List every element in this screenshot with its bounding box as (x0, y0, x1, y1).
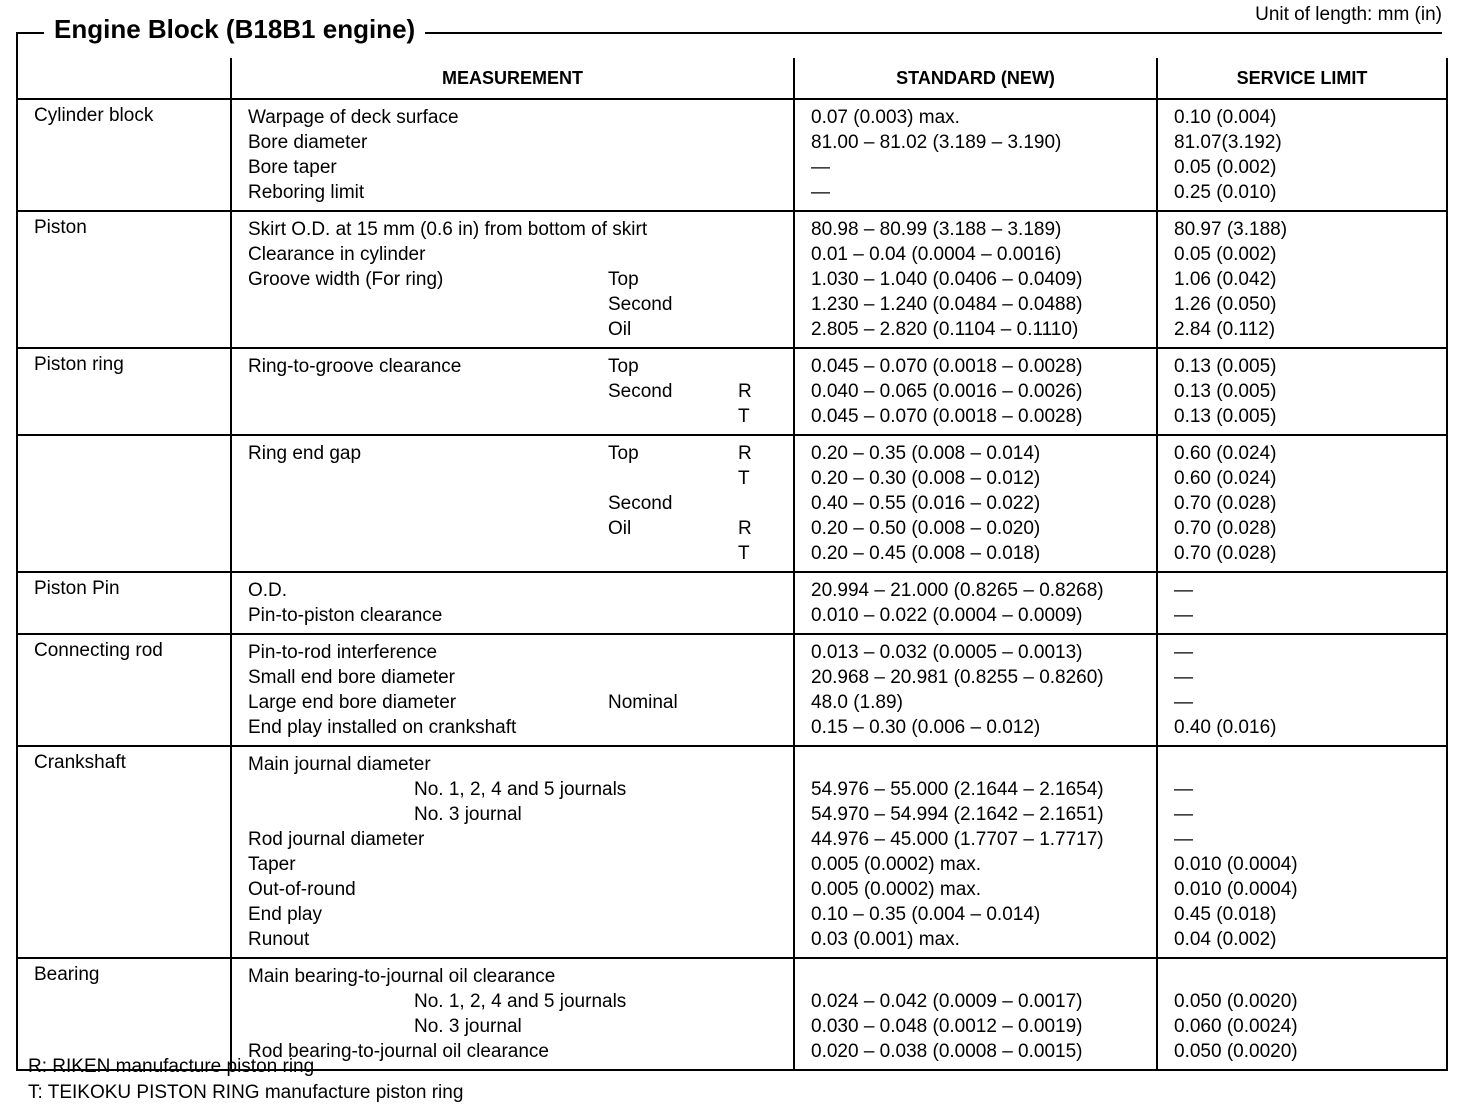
standard-value: 0.020 – 0.038 (0.0008 – 0.0015) (811, 1041, 1083, 1062)
measurement-subitem: No. 1, 2, 4 and 5 journals (414, 779, 627, 800)
service-limit-value: 0.25 (0.010) (1174, 182, 1277, 203)
service-limit-value: 0.050 (0.0020) (1174, 991, 1298, 1012)
measurement-line (248, 404, 793, 429)
service-limit-value: 1.06 (0.042) (1174, 269, 1277, 290)
ring-maker-code: T (738, 468, 750, 489)
measurement-label: Warpage of deck surface (248, 107, 459, 128)
measurement-qualifier: Oil (608, 518, 632, 539)
measurement-label: Rod bearing-to-journal oil clearance (248, 1041, 550, 1062)
measurement-line (248, 715, 793, 740)
standard-cell (794, 435, 1157, 572)
measurement-subitem: No. 3 journal (414, 804, 522, 825)
measurement-line (248, 317, 793, 342)
standard-value: 2.805 – 2.820 (0.1104 – 0.1110) (811, 319, 1079, 340)
service-limit-cell (1157, 746, 1447, 958)
measurement-line (248, 105, 793, 130)
measurement-label: O.D. (248, 580, 288, 601)
measurement-subitem: No. 1, 2, 4 and 5 journals (414, 991, 627, 1012)
service-limit-value: 0.70 (0.028) (1174, 543, 1277, 564)
measurement-line (248, 180, 793, 205)
measurement-line (248, 690, 793, 715)
measurement-label: Large end bore diameter (248, 692, 457, 713)
service-limit-cell (1157, 211, 1447, 348)
measurement-qualifier: Oil (608, 319, 632, 340)
standard-value: 44.976 – 45.000 (1.7707 – 1.7717) (811, 829, 1104, 850)
measurement-line (248, 578, 793, 603)
measurement-label: Pin-to-piston clearance (248, 605, 443, 626)
measurement-line (248, 155, 793, 180)
standard-value: 0.024 – 0.042 (0.0009 – 0.0017) (811, 991, 1083, 1012)
header-measurement: MEASUREMENT (231, 58, 794, 99)
measurement-line (248, 964, 793, 989)
measurement-qualifier: Second (608, 294, 673, 315)
service-limit-cell (1157, 435, 1447, 572)
service-limit-cell (1157, 634, 1447, 746)
measurement-label: Runout (248, 929, 310, 950)
standard-cell (794, 211, 1157, 348)
measurement-qualifier: Second (608, 493, 673, 514)
measurement-line (248, 877, 793, 902)
service-limit-value: 0.04 (0.002) (1174, 929, 1277, 950)
measurement-label: Ring end gap (248, 443, 362, 464)
measurement-line (248, 267, 793, 292)
ring-maker-code: T (738, 406, 750, 427)
table-row (17, 746, 1447, 958)
measurement-label: Ring-to-groove clearance (248, 356, 462, 377)
component-cell: Crankshaft (17, 746, 231, 958)
measurement-label: Pin-to-rod interference (248, 642, 438, 663)
standard-value: 0.40 – 0.55 (0.016 – 0.022) (811, 493, 1041, 514)
service-limit-value: 80.97 (3.188) (1174, 219, 1288, 240)
table-row (17, 211, 1447, 348)
standard-value: 1.230 – 1.240 (0.0484 – 0.0488) (811, 294, 1083, 315)
component-cell: Piston (17, 211, 231, 348)
standard-value (811, 964, 1156, 989)
standard-value: 0.010 – 0.022 (0.0004 – 0.0009) (811, 605, 1083, 626)
standard-value: 48.0 (1.89) (811, 692, 903, 713)
measurement-label: Bore diameter (248, 132, 368, 153)
standard-cell (794, 572, 1157, 634)
service-limit-value (1174, 752, 1446, 777)
component-cell (17, 435, 231, 572)
standard-cell (794, 958, 1157, 1070)
service-limit-value: — (1174, 667, 1193, 688)
measurement-line (248, 665, 793, 690)
standard-value: 0.013 – 0.032 (0.0005 – 0.0013) (811, 642, 1083, 663)
service-limit-value: 0.010 (0.0004) (1174, 879, 1298, 900)
measurement-label: Small end bore diameter (248, 667, 455, 688)
measurement-line (248, 516, 793, 541)
table-row (17, 348, 1447, 435)
service-limit-cell (1157, 572, 1447, 634)
measurement-line (248, 491, 793, 516)
standard-value: 54.970 – 54.994 (2.1642 – 2.1651) (811, 804, 1104, 825)
measurement-label: Bore taper (248, 157, 337, 178)
measurement-cell (231, 435, 794, 572)
component-cell: Piston Pin (17, 572, 231, 634)
measurement-line (248, 242, 793, 267)
measurement-cell (231, 348, 794, 435)
service-limit-value: 0.060 (0.0024) (1174, 1016, 1298, 1037)
measurement-line (248, 603, 793, 628)
table-row (17, 99, 1447, 211)
standard-cell (794, 746, 1157, 958)
standard-cell (794, 634, 1157, 746)
ring-maker-code: R (738, 381, 752, 402)
standard-cell (794, 348, 1157, 435)
standard-value: — (811, 182, 830, 203)
measurement-cell (231, 211, 794, 348)
service-limit-cell (1157, 99, 1447, 211)
table-row (17, 572, 1447, 634)
service-limit-value: — (1174, 804, 1193, 825)
measurement-qualifier: Top (608, 443, 639, 464)
measurement-line (248, 827, 793, 852)
measurement-line (248, 902, 793, 927)
service-limit-value: 0.010 (0.0004) (1174, 854, 1298, 875)
standard-value: 0.10 – 0.35 (0.004 – 0.014) (811, 904, 1041, 925)
standard-value: 1.030 – 1.040 (0.0406 – 0.0409) (811, 269, 1083, 290)
ring-maker-code: T (738, 543, 750, 564)
standard-value: 0.20 – 0.45 (0.008 – 0.018) (811, 543, 1041, 564)
unit-note: Unit of length: mm (in) (1255, 4, 1442, 25)
service-limit-value: — (1174, 580, 1193, 601)
standard-value: 0.005 (0.0002) max. (811, 879, 982, 900)
table-row (17, 435, 1447, 572)
component-cell: Bearing (17, 958, 231, 1070)
measurement-qualifier: Top (608, 269, 639, 290)
header-row (17, 58, 1447, 99)
standard-value: 0.01 – 0.04 (0.0004 – 0.0016) (811, 244, 1062, 265)
service-limit-value (1174, 964, 1446, 989)
service-limit-value: — (1174, 692, 1193, 713)
measurement-label: Clearance in cylinder (248, 244, 426, 265)
service-limit-value: 0.05 (0.002) (1174, 244, 1277, 265)
service-limit-value: 0.70 (0.028) (1174, 518, 1277, 539)
measurement-cell (231, 572, 794, 634)
spec-body (17, 99, 1447, 1070)
measurement-label: Main bearing-to-journal oil clearance (248, 966, 556, 987)
standard-value: — (811, 157, 830, 178)
service-limit-value: — (1174, 642, 1193, 663)
standard-value: 20.994 – 21.000 (0.8265 – 0.8268) (811, 580, 1104, 601)
measurement-line (248, 640, 793, 665)
measurement-line (248, 466, 793, 491)
measurement-line (248, 927, 793, 952)
standard-value: 0.15 – 0.30 (0.006 – 0.012) (811, 717, 1041, 738)
service-limit-value: 0.10 (0.004) (1174, 107, 1277, 128)
ring-maker-code: R (738, 443, 752, 464)
standard-value: 80.98 – 80.99 (3.188 – 3.189) (811, 219, 1062, 240)
measurement-qualifier: Nominal (608, 692, 678, 713)
ring-maker-code: R (738, 518, 752, 539)
service-limit-value: 0.45 (0.018) (1174, 904, 1277, 925)
component-cell: Connecting rod (17, 634, 231, 746)
header-service-limit: SERVICE LIMIT (1157, 58, 1447, 99)
service-limit-value: 81.07(3.192) (1174, 132, 1282, 153)
standard-value: 20.968 – 20.981 (0.8255 – 0.8260) (811, 667, 1104, 688)
measurement-label: Reboring limit (248, 182, 365, 203)
standard-value: 0.03 (0.001) max. (811, 929, 960, 950)
measurement-label: Skirt O.D. at 15 mm (0.6 in) from bottom of skirt (248, 219, 648, 240)
standard-value (811, 752, 1156, 777)
measurement-line (248, 777, 793, 802)
service-limit-value: — (1174, 829, 1193, 850)
measurement-line (248, 989, 793, 1014)
measurement-qualifier: Second (608, 381, 673, 402)
service-limit-value: 0.60 (0.024) (1174, 468, 1277, 489)
spec-table (16, 58, 1448, 1071)
measurement-label: Main journal diameter (248, 754, 431, 775)
standard-value: 0.20 – 0.30 (0.008 – 0.012) (811, 468, 1041, 489)
service-limit-value: 0.60 (0.024) (1174, 443, 1277, 464)
measurement-label: End play installed on crankshaft (248, 717, 517, 738)
measurement-line (248, 292, 793, 317)
measurement-line (248, 441, 793, 466)
standard-value: 0.005 (0.0002) max. (811, 854, 982, 875)
footnote-teikoku: T: TEIKOKU PISTON RING manufacture piston ring (28, 1082, 464, 1103)
measurement-label: Rod journal diameter (248, 829, 425, 850)
standard-value: 0.030 – 0.048 (0.0012 – 0.0019) (811, 1016, 1083, 1037)
service-limit-value: 0.05 (0.002) (1174, 157, 1277, 178)
standard-value: 0.040 – 0.065 (0.0016 – 0.0026) (811, 381, 1083, 402)
service-limit-value: 2.84 (0.112) (1174, 319, 1276, 340)
header-standard: STANDARD (NEW) (794, 58, 1157, 99)
measurement-cell (231, 746, 794, 958)
service-limit-value: 0.13 (0.005) (1174, 356, 1277, 377)
measurement-label: Groove width (For ring) (248, 269, 444, 290)
measurement-cell (231, 99, 794, 211)
footnotes (28, 1054, 463, 1106)
measurement-line (248, 130, 793, 155)
standard-value: 54.976 – 55.000 (2.1644 – 2.1654) (811, 779, 1104, 800)
page-title: Engine Block (B18B1 engine) (44, 14, 425, 45)
service-limit-value: — (1174, 605, 1193, 626)
standard-value: 0.07 (0.003) max. (811, 107, 960, 128)
standard-value: 0.045 – 0.070 (0.0018 – 0.0028) (811, 356, 1083, 377)
service-limit-value: 0.050 (0.0020) (1174, 1041, 1298, 1062)
measurement-qualifier: Top (608, 356, 639, 377)
service-limit-value: 0.70 (0.028) (1174, 493, 1277, 514)
measurement-line (248, 354, 793, 379)
measurement-label: End play (248, 904, 322, 925)
standard-value: 0.045 – 0.070 (0.0018 – 0.0028) (811, 406, 1083, 427)
measurement-line (248, 802, 793, 827)
standard-cell (794, 99, 1157, 211)
service-limit-cell (1157, 348, 1447, 435)
measurement-line (248, 752, 793, 777)
measurement-subitem: No. 3 journal (414, 1016, 522, 1037)
measurement-cell (231, 634, 794, 746)
standard-value: 0.20 – 0.50 (0.008 – 0.020) (811, 518, 1041, 539)
service-limit-value: — (1174, 779, 1193, 800)
service-limit-value: 0.40 (0.016) (1174, 717, 1277, 738)
measurement-line (248, 852, 793, 877)
service-limit-cell (1157, 958, 1447, 1070)
service-limit-value: 0.13 (0.005) (1174, 406, 1277, 427)
header-component (17, 58, 231, 99)
component-cell: Piston ring (17, 348, 231, 435)
table-row (17, 634, 1447, 746)
measurement-label: Taper (248, 854, 296, 875)
measurement-line (248, 379, 793, 404)
component-cell: Cylinder block (17, 99, 231, 211)
measurement-label: Out-of-round (248, 879, 356, 900)
service-limit-value: 1.26 (0.050) (1174, 294, 1277, 315)
measurement-line (248, 217, 793, 242)
standard-value: 0.20 – 0.35 (0.008 – 0.014) (811, 443, 1041, 464)
measurement-line (248, 1014, 793, 1039)
service-limit-value: 0.13 (0.005) (1174, 381, 1277, 402)
standard-value: 81.00 – 81.02 (3.189 – 3.190) (811, 132, 1062, 153)
footnote-riken: R: RIKEN manufacture piston ring (28, 1056, 315, 1077)
measurement-line (248, 541, 793, 566)
